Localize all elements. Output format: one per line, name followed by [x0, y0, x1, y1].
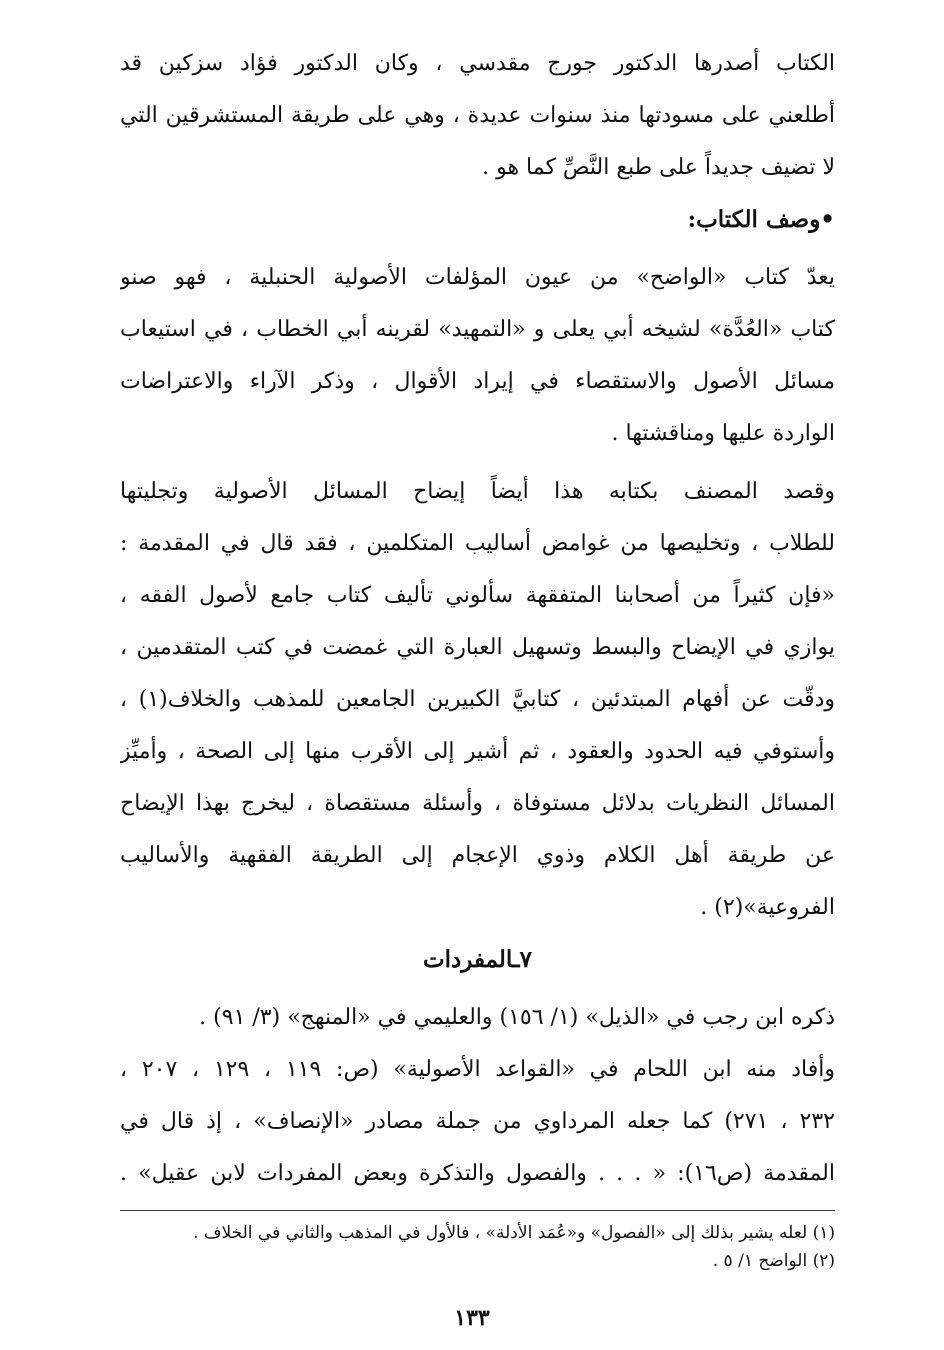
text-line: كتاب «العُدَّة» لشيخه أبي يعلى و «التمهيد» لقرينه أبي الخطاب ، في استيعاب [120, 317, 835, 342]
text-line: المسائل النظريات بدلائل مستوفاة ، وأسئلة مستقصاة ، ليخرج بهذا الإيضاح [120, 791, 835, 816]
text-line: الفروعية»(٢) . [700, 895, 835, 920]
text-line: يوازي في الإيضاح والبسط وتسهيل العبارة التي غمضت في كتب المتقدمين ، [120, 635, 835, 660]
section-heading-book-description: •وصف الكتاب: [687, 206, 835, 233]
intro-paragraph [120, 38, 835, 194]
footnote: (٢) الواضح ١/ ٥ . [712, 1251, 835, 1271]
footnote: (١) لعله يشير بذلك إلى «الفصول» و«عُمَد الأدلة» ، فالأول في المذهب والثاني في الخلاف . [193, 1223, 835, 1243]
text-line: وقصد المصنف بكتابه هذا أيضاً إيضاح المسائل الأصولية وتجليتها [120, 479, 835, 504]
section-heading-mufradat: ٧ـالمفردات [422, 946, 533, 973]
description-paragraph-2 [120, 466, 835, 934]
footnotes [120, 1210, 835, 1275]
text-line: يعدّ كتاب «الواضح» من عيون المؤلفات الأصولية الحنبلية ، فهو صنو [120, 265, 835, 290]
text-line: أطلعني على مسودتها منذ سنوات عديدة ، وهي على طريقة المستشرقين التي [120, 103, 835, 128]
text-line: عن طريقة أهل الكلام وذوي الإعجام إلى الطريقة الفقهية والأساليب [120, 843, 835, 868]
text-line: وأستوفي فيه الحدود والعقود ، ثم أشير إلى الأقرب منها إلى الصحة ، وأميِّز [120, 739, 835, 764]
text-line: «فإن كثيراً من أصحابنا المتفقهة سألوني تأليف كتاب جامع لأصول الفقه ، [120, 583, 835, 608]
text-line: لا تضيف جديداً على طبع النَّصِّ كما هو . [482, 155, 835, 180]
text-line: ذكره ابن رجب في «الذيل» (١/ ١٥٦) والعليمي في «المنهج» (٣/ ٩١) . [199, 1005, 835, 1030]
mufradat-paragraph-2 [120, 1044, 835, 1200]
text-line: وأفاد منه ابن اللحام في «القواعد الأصولية» (ص: ١١٩ ، ١٢٩ ، ٢٠٧ ، [120, 1057, 835, 1082]
text-line: المقدمة (ص١٦): « . . . والفصول والتذكرة وبعض المفردات لابن عقيل» . [120, 1161, 835, 1186]
page-number: ١٣٣ [454, 1305, 490, 1331]
text-line: ودقّت عن أفهام المبتدئين ، كتابيَّ الكبيرين الجامعين للمذهب والخلاف(١) ، [120, 687, 835, 712]
text-line: الكتاب أصدرها الدكتور جورج مقدسي ، وكان الدكتور فؤاد سزكين قد [120, 51, 835, 76]
text-line: مسائل الأصول والاستقصاء في إيراد الأقوال ، وذكر الآراء والاعتراضات [120, 369, 835, 394]
text-line: الواردة عليها ومناقشتها . [611, 421, 835, 446]
text-line: ٢٣٢ ، ٢٧١) كما جعله المرداوي من جملة مصادر «الإنصاف» ، إذ قال في [120, 1109, 835, 1134]
text-line: للطلاب ، وتخليصها من غوامض أساليب المتكلمين ، فقد قال في المقدمة : [120, 531, 835, 556]
mufradat-paragraph-1 [120, 992, 835, 1044]
page-body [120, 38, 835, 1200]
description-paragraph-1 [120, 252, 835, 460]
